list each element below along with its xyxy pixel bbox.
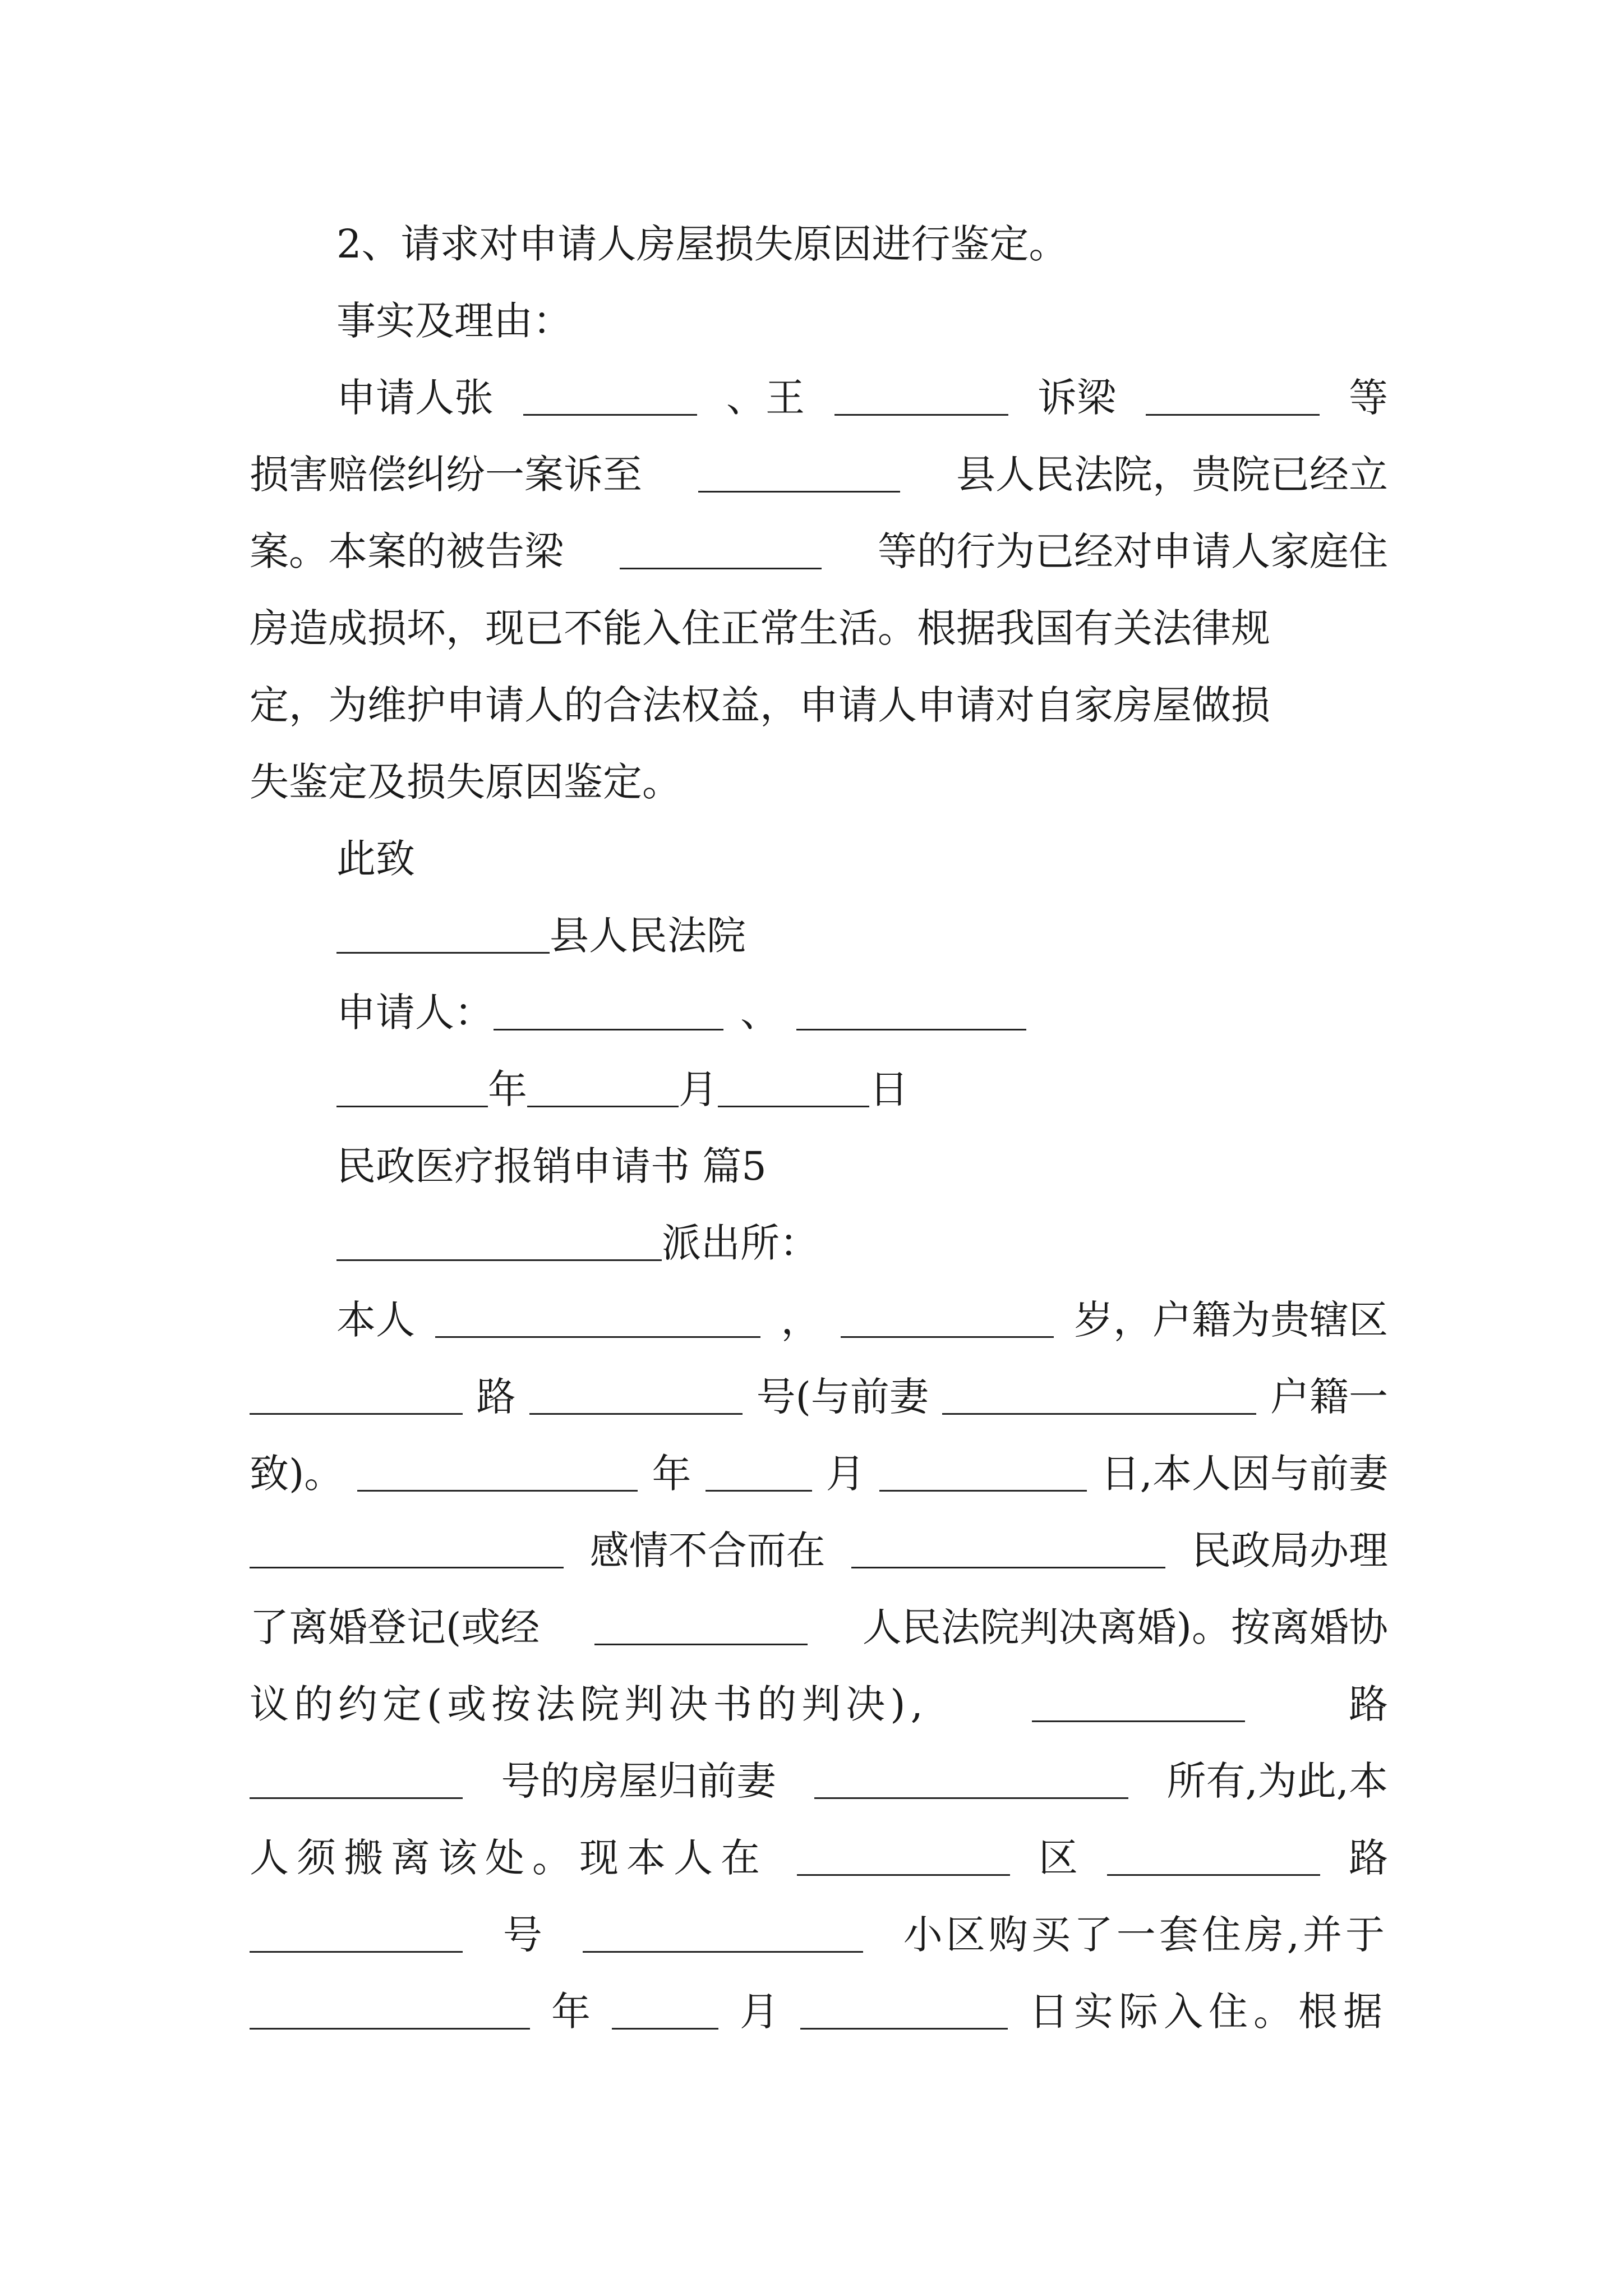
text-segment: 户籍一: [1270, 1374, 1388, 1420]
blank-field[interactable]: [612, 1989, 718, 2030]
blank-field[interactable]: [523, 375, 697, 416]
text-segment: 区: [1039, 1835, 1078, 1881]
blank-field[interactable]: [250, 1758, 463, 1799]
blank-field[interactable]: [718, 1066, 869, 1107]
paragraph-line: [250, 523, 1388, 579]
date-day: 日: [869, 1066, 909, 1112]
text-segment: 人民法院判决离婚)。按离婚协: [862, 1604, 1388, 1650]
paragraph-line: [250, 1522, 1388, 1579]
blank-field[interactable]: [1032, 1681, 1245, 1722]
blank-field[interactable]: [942, 1374, 1256, 1415]
blank-field[interactable]: [336, 913, 550, 954]
text-segment: 日,本人因与前妻: [1100, 1451, 1388, 1497]
paragraph-line: [250, 600, 1388, 656]
applicant-line: [336, 984, 1388, 1041]
paragraph-line: [250, 677, 1388, 733]
blank-field[interactable]: [357, 1451, 638, 1492]
paragraph-line: [336, 1292, 1388, 1348]
blank-field[interactable]: [250, 1912, 463, 1953]
blank-field[interactable]: [336, 1066, 488, 1107]
paragraph-line: [250, 1753, 1388, 1809]
text-segment: 号: [502, 1912, 542, 1958]
paragraph-line: [250, 1984, 1388, 2040]
paragraph-line: [250, 1599, 1388, 1655]
request-item-2-text: 2、请求对申请人房屋损失原因进行鉴定。: [336, 221, 1068, 267]
applicant-separator: 、: [740, 990, 780, 1036]
text-segment: 人须搬离该处。现本人在: [250, 1835, 768, 1881]
paragraph-line: [336, 370, 1388, 426]
closing: [336, 831, 1388, 887]
text-segment: 年: [652, 1451, 691, 1497]
paragraph-line: [250, 1369, 1388, 1425]
text-segment: 路: [1349, 1681, 1388, 1727]
text-segment: 失鉴定及损失原因鉴定。: [250, 759, 681, 805]
text-segment: 感情不合而在: [589, 1527, 826, 1573]
text-segment: 小区购买了一套住房,并于: [903, 1912, 1388, 1958]
date-line: [336, 1061, 1388, 1117]
text-segment: 等: [1349, 375, 1388, 421]
text-segment: 路: [476, 1374, 516, 1420]
text-segment: 号(与前妻: [756, 1374, 929, 1420]
police-station: 派出所：: [662, 1220, 819, 1266]
section-title: [336, 1138, 1388, 1194]
text-segment: 岁，户籍为贵辖区: [1074, 1297, 1388, 1343]
request-item-2: [336, 216, 1388, 272]
blank-field[interactable]: [250, 1374, 463, 1415]
text-segment: 路: [1349, 1835, 1388, 1881]
paragraph-line: [250, 754, 1388, 810]
blank-field[interactable]: [796, 990, 1026, 1030]
blank-field[interactable]: [529, 1374, 743, 1415]
blank-field[interactable]: [336, 1220, 662, 1261]
blank-field[interactable]: [698, 452, 900, 493]
paragraph-line: [250, 1446, 1388, 1502]
blank-field[interactable]: [1107, 1835, 1320, 1876]
text-segment: 月: [826, 1451, 865, 1497]
blank-field[interactable]: [797, 1835, 1010, 1876]
text-segment: 、王: [726, 375, 805, 421]
text-segment: 县人民法院，贵院已经立: [956, 452, 1388, 498]
police-line: [336, 1215, 1388, 1271]
text-segment: 日实际入住。根据: [1029, 1989, 1388, 2035]
text-segment: 定，为维护申请人的合法权益，申请人申请对自家房屋做损: [250, 682, 1270, 728]
paragraph-line: [250, 1907, 1388, 1963]
blank-field[interactable]: [879, 1451, 1087, 1492]
closing-text: 此致: [336, 836, 415, 882]
blank-field[interactable]: [583, 1912, 863, 1953]
text-segment: 月: [740, 1989, 779, 2035]
blank-field[interactable]: [494, 990, 723, 1030]
date-month: 月: [679, 1066, 718, 1112]
text-segment: 致)。: [250, 1451, 344, 1497]
text-segment: 案。本案的被告梁: [250, 528, 564, 574]
blank-field[interactable]: [851, 1527, 1165, 1568]
text-segment: 号的房屋归前妻: [501, 1758, 776, 1804]
paragraph-line: [250, 447, 1388, 503]
text-segment: 申请人张: [336, 375, 494, 421]
blank-field[interactable]: [527, 1066, 679, 1107]
blank-field[interactable]: [800, 1989, 1008, 2030]
text-segment: 损害赔偿纠纷一案诉至: [250, 452, 642, 498]
court-line: [336, 908, 1388, 964]
facts-heading-text: 事实及理由：: [336, 298, 572, 344]
text-segment: 房造成损坏，现已不能入住正常生活。根据我国有关法律规: [250, 605, 1270, 651]
blank-field[interactable]: [620, 528, 822, 569]
applicant-label: 申请人：: [336, 990, 494, 1036]
blank-field[interactable]: [841, 1297, 1054, 1338]
text-segment: 本人: [336, 1297, 415, 1343]
paragraph-line: [250, 1676, 1388, 1732]
text-segment: 民政局办理: [1191, 1527, 1388, 1573]
blank-field[interactable]: [435, 1297, 760, 1338]
section-title-text: 民政医疗报销申请书 篇5: [336, 1143, 767, 1189]
facts-heading: [336, 293, 1388, 349]
text-segment: 等的行为已经对申请人家庭住: [878, 528, 1388, 574]
date-year: 年: [488, 1066, 527, 1112]
text-segment: 诉梁: [1038, 375, 1116, 421]
blank-field[interactable]: [250, 1989, 530, 2030]
blank-field[interactable]: [834, 375, 1008, 416]
paragraph-line: [250, 1830, 1388, 1886]
blank-field[interactable]: [814, 1758, 1128, 1799]
text-segment: 了离婚登记(或经: [250, 1604, 540, 1650]
blank-field[interactable]: [594, 1604, 808, 1645]
blank-field[interactable]: [1146, 375, 1320, 416]
blank-field[interactable]: [250, 1527, 564, 1568]
text-segment: 所有,为此,本: [1166, 1758, 1388, 1804]
blank-field[interactable]: [706, 1451, 812, 1492]
text-segment: 议的约定(或按法院判决书的判决),: [250, 1681, 928, 1727]
text-segment: ，: [781, 1297, 820, 1343]
text-segment: 年: [551, 1989, 591, 2035]
court-name: 县人民法院: [550, 913, 746, 959]
